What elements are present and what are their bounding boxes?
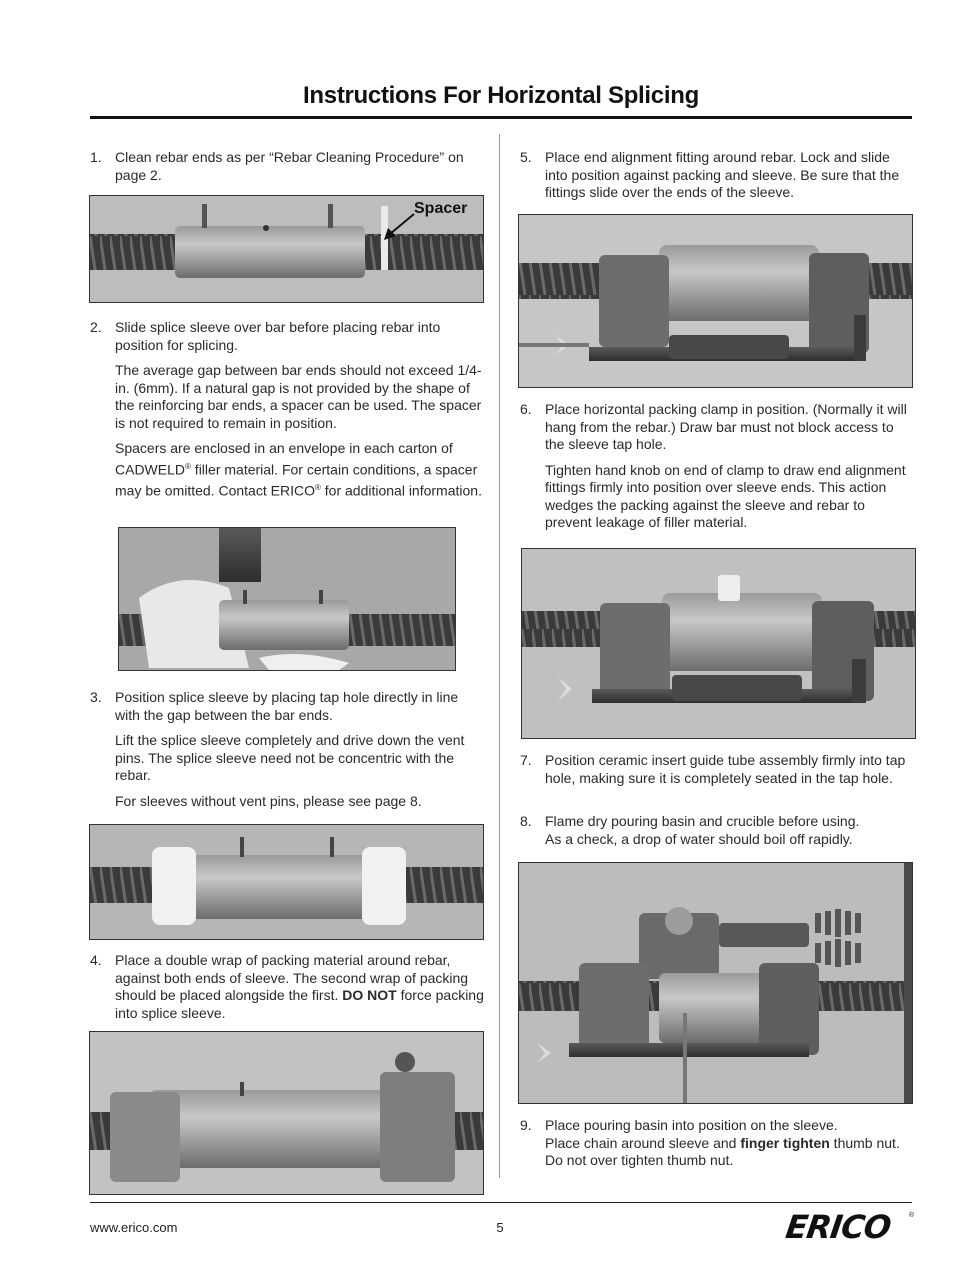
step-4	[90, 952, 485, 1030]
step-text: Position ceramic insert guide tube assembly firmly into tap hole, making sure it is completely seated in the tap hole.	[545, 752, 906, 786]
step-number: 7.	[520, 752, 532, 768]
photo-pouring-basin	[518, 862, 913, 1104]
step-9	[520, 1117, 915, 1170]
step-text: Spacers are enclosed in an envelope in each carton of CADWELD® filler material. For certain conditions, a spacer may be omitted. Contact ERICO® for additional information.	[115, 440, 482, 499]
photo-hammer-sleeve	[118, 527, 456, 671]
step-3	[90, 689, 485, 818]
step-text: For sleeves without vent pins, please see page 8.	[115, 792, 422, 809]
step-number: 3.	[90, 689, 102, 705]
page-number: 5	[496, 1220, 504, 1235]
step-text: Place a double wrap of packing material around rebar, against both ends of sleeve. The second wrap of packing should be placed alongside the first. DO NOT force packing into splice sleeve.	[115, 952, 484, 1021]
step-text: Clean rebar ends as per “Rebar Cleaning Procedure” on page 2.	[115, 149, 464, 183]
photo-alignment-fitting	[518, 214, 913, 388]
spacer-arrow-icon	[380, 212, 416, 242]
logo-text: ERICO	[783, 1208, 893, 1246]
photo-packing	[89, 824, 484, 940]
step-1	[90, 149, 485, 192]
erico-logo	[783, 1208, 914, 1246]
column-divider	[499, 134, 500, 1178]
step-text: Place chain around sleeve and finger tighten thumb nut. Do not over tighten thumb nut.	[545, 1134, 900, 1168]
step-number: 6.	[520, 401, 532, 417]
step-number: 4.	[90, 952, 102, 968]
title-rule	[90, 116, 912, 119]
photo-fittings	[89, 1031, 484, 1195]
step-number: 5.	[520, 149, 532, 165]
spacer-label: Spacer	[414, 200, 468, 217]
step-5	[520, 149, 915, 210]
step-text: Slide splice sleeve over bar before placing rebar into position for splicing.	[115, 319, 441, 353]
step-text: Tighten hand knob on end of clamp to draw end alignment fittings firmly into position over sleeve ends. This action wedges the packing against the sleeve and rebar to prevent leakage of filler material.	[545, 461, 906, 530]
step-text: Place horizontal packing clamp in position. (Normally it will hang from the rebar.) Draw bar must not block access to the sleeve tap hole.	[545, 401, 907, 452]
step-text: Place end alignment fitting around rebar. Lock and slide into position against packing and sleeve. Be sure that the fittings slide over the ends of the sleeve.	[545, 149, 900, 200]
step-text: Lift the splice sleeve completely and drive down the vent pins. The splice sleeve need not be concentric with the rebar.	[115, 732, 465, 783]
page-title: Instructions For Horizontal Splicing	[303, 82, 699, 109]
step-6	[520, 401, 915, 540]
step-number: 1.	[90, 149, 102, 165]
step-text: As a check, a drop of water should boil off rapidly.	[545, 830, 853, 847]
step-number: 9.	[520, 1117, 532, 1133]
footer-rule	[90, 1202, 912, 1203]
step-text: The average gap between bar ends should not exceed 1/4-in. (6mm). If a natural gap is not provided by the shape of the reinforcing bar ends, a spacer can be used. The spacer is not required to remain in position.	[115, 362, 482, 431]
step-number: 8.	[520, 813, 532, 829]
step-2	[90, 319, 485, 508]
step-text: Place pouring basin into position on the sleeve.	[545, 1117, 838, 1133]
step-text: Flame dry pouring basin and crucible before using.	[545, 813, 860, 829]
photo-packing-clamp	[521, 548, 916, 739]
logo-registered-mark: ®	[908, 1212, 914, 1219]
step-number: 2.	[90, 319, 102, 335]
step-8	[520, 813, 915, 848]
footer-url: www.erico.com	[90, 1220, 178, 1235]
step-7	[520, 752, 915, 795]
step-text: Position splice sleeve by placing tap hole directly in line with the gap between the bar ends.	[115, 689, 459, 723]
